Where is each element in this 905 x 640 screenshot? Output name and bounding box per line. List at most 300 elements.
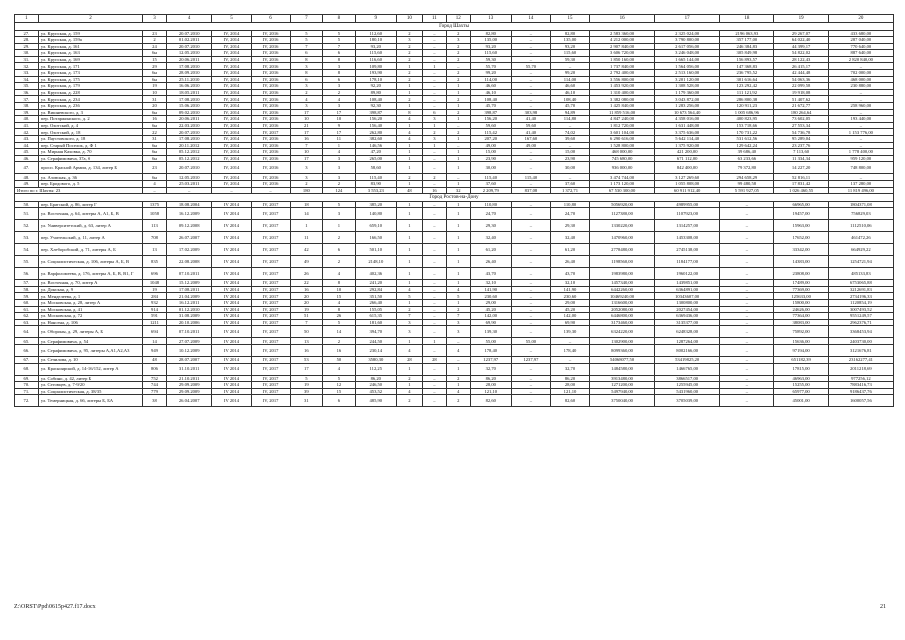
table-cell: 8099360,00	[590, 345, 655, 357]
table-cell: 82,60	[550, 395, 589, 407]
table-cell: 16	[290, 345, 323, 357]
table-cell: 835	[143, 256, 167, 268]
address-cell: ул. Сечилова, д. 10	[38, 357, 142, 364]
address-cell: пер. Охотский, д. 4	[38, 122, 142, 129]
table-cell: IV, 2014	[212, 109, 251, 116]
column-number-cell: 10	[396, 15, 422, 23]
table-cell: IV, 2016	[251, 30, 290, 37]
table-cell: 10	[323, 286, 356, 293]
table-cell: –	[511, 244, 550, 256]
table-cell: IV, 2016	[251, 56, 290, 63]
table-cell: 1120854,19	[828, 300, 893, 307]
table-cell: 114,00	[550, 76, 589, 83]
table-cell: 135,00	[550, 37, 589, 44]
table-cell: 402,36	[355, 268, 396, 280]
table-row	[15, 43, 894, 50]
table-cell: IV, 2017	[251, 286, 290, 293]
table-cell: 11 334,34	[774, 155, 828, 162]
table-cell: 1	[396, 232, 422, 244]
table-cell: 31	[290, 395, 323, 407]
total-cell: 1 026 460,55	[774, 187, 828, 194]
table-cell: 20	[290, 293, 323, 300]
table-cell: 66965,00	[774, 201, 828, 208]
table-cell: 146,56	[355, 142, 396, 149]
table-cell: 33342,00	[774, 244, 828, 256]
table-cell: 5	[290, 375, 323, 382]
table-cell: –	[422, 43, 446, 50]
table-cell: IV, 2016	[251, 122, 290, 129]
table-cell: 2	[396, 70, 422, 77]
table-cell: –	[422, 30, 446, 37]
table-cell: 4 358 016,00	[655, 116, 720, 123]
total-cell: 48	[396, 187, 422, 194]
table-cell: –	[828, 174, 893, 181]
table-cell: 5431960,00	[655, 388, 720, 395]
table-row	[15, 280, 894, 287]
table-cell: 696	[143, 268, 167, 280]
table-row	[15, 83, 894, 90]
total-label: Итого по г. Шахты: 23	[15, 187, 143, 194]
table-cell: IV 2014	[212, 326, 251, 338]
table-cell: 1	[396, 103, 422, 110]
table-cell: IV, 2017	[251, 338, 290, 345]
table-cell: 2027454,00	[655, 306, 720, 313]
table-cell: IV 2014	[212, 244, 251, 256]
table-cell: 3 606 720,00	[590, 50, 655, 57]
table-cell: 1	[396, 382, 422, 389]
table-cell: 115,60	[470, 50, 511, 57]
table-cell: 1300800,00	[655, 300, 720, 307]
table-cell: –	[828, 96, 893, 103]
address-cell: ул. Донская, д. 9	[38, 286, 142, 293]
address-cell: пер. Старый Поселок, д. Ф 1	[38, 142, 142, 149]
table-cell: –	[511, 149, 550, 156]
table-cell: 485,90	[355, 395, 396, 407]
table-cell: 31.10.2011	[166, 363, 212, 375]
address-cell: ул. Московская, д. 28, литер А	[38, 300, 142, 307]
table-cell: 42.	[15, 129, 39, 136]
table-cell: 301 616,64	[720, 76, 774, 83]
table-cell: 43,70	[550, 268, 589, 280]
table-cell: IV 2014	[212, 345, 251, 357]
table-cell: 20.07.2010	[166, 30, 212, 37]
table-cell: 3	[323, 83, 356, 90]
table-cell: 28	[422, 357, 446, 364]
total-cell: 124	[323, 187, 356, 194]
table-cell: 38083,00	[774, 319, 828, 326]
table-cell: –	[511, 180, 550, 187]
table-row	[15, 388, 894, 395]
table-cell: 8	[396, 109, 422, 116]
table-cell: 20	[143, 103, 167, 110]
table-cell: IV, 2017	[251, 363, 290, 375]
table-cell: 29 267,07	[774, 30, 828, 37]
table-cell: 461472,26	[828, 232, 893, 244]
table-cell: 41,40	[511, 129, 550, 136]
page-number: 21	[880, 604, 886, 610]
table-cell: –	[550, 142, 589, 149]
table-cell: 114,80	[550, 116, 589, 123]
table-cell: 4	[396, 388, 422, 395]
table-cell: 6н	[143, 122, 167, 129]
table-cell: 26	[290, 268, 323, 280]
table-row	[15, 382, 894, 389]
table-cell: 07.10.2011	[166, 268, 212, 280]
table-cell: –	[422, 300, 446, 307]
table-cell: 19	[290, 382, 323, 389]
table-cell: 115,42	[470, 129, 511, 136]
table-cell: 1	[422, 338, 446, 345]
table-cell: 1 375 920,00	[655, 142, 720, 149]
table-cell: IV 2014	[212, 300, 251, 307]
table-row	[15, 319, 894, 326]
table-cell: –	[720, 256, 774, 268]
table-cell: 2	[323, 89, 356, 96]
table-cell: 156,20	[470, 116, 511, 123]
table-cell: 2	[396, 50, 422, 57]
table-cell: 15.06.2010	[166, 103, 212, 110]
table-cell: 155,05	[355, 306, 396, 313]
table-cell: 294 658,29	[720, 174, 774, 181]
table-cell: 50	[323, 357, 356, 364]
table-cell: 115,40	[511, 174, 550, 181]
housing-register-table	[14, 14, 894, 407]
table-cell: –	[511, 300, 550, 307]
table-cell: 17.08.2010	[166, 96, 212, 103]
table-cell: –	[422, 313, 446, 320]
table-cell: 398,87	[355, 109, 396, 116]
table-cell: 1302900,00	[590, 338, 655, 345]
table-cell: 44.	[15, 142, 39, 149]
table-cell: 3173460,00	[590, 319, 655, 326]
table-cell: 1 005 686,96	[720, 109, 774, 116]
table-row	[15, 313, 894, 320]
table-cell: 468 000,00	[590, 149, 655, 156]
table-cell: 8	[323, 56, 356, 63]
table-cell: 35.	[15, 83, 39, 90]
table-cell: 07.10.2011	[166, 326, 212, 338]
table-cell: –	[828, 142, 893, 149]
table-cell: 6н	[143, 155, 167, 162]
table-cell: 1	[422, 122, 446, 129]
table-cell: IV, 2014	[212, 30, 251, 37]
table-cell: 79 372,80	[720, 162, 774, 174]
table-cell: 4	[323, 363, 356, 375]
address-cell: пер. Бродового, д. 5	[38, 180, 142, 187]
table-cell: –	[511, 268, 550, 280]
table-cell: 1600057,56	[828, 395, 893, 407]
table-cell: 20.06.2011	[166, 56, 212, 63]
table-cell: 82,80	[470, 30, 511, 37]
table-cell: 15	[323, 293, 356, 300]
table-cell: 54 822,02	[774, 50, 828, 57]
table-cell: 3	[323, 208, 356, 220]
table-cell: –	[720, 280, 774, 287]
table-cell: IV 2014	[212, 338, 251, 345]
table-row	[15, 149, 894, 156]
table-cell: 744	[143, 382, 167, 389]
table-cell: 1048	[143, 280, 167, 287]
table-cell: IV, 2016	[251, 149, 290, 156]
table-cell: 2	[446, 76, 470, 83]
table-cell: 6 290 616,00	[590, 136, 655, 143]
table-cell: 5	[396, 293, 422, 300]
table-cell: 4	[143, 180, 167, 187]
table-cell: 28.	[15, 37, 39, 44]
table-cell: –	[422, 56, 446, 63]
table-cell: 1316600,00	[590, 300, 655, 307]
table-cell: IV, 2016	[251, 103, 290, 110]
address-cell: пер. Учительский, д. 11, литер А	[38, 232, 142, 244]
table-cell: 17	[323, 129, 356, 136]
table-cell: 109,80	[355, 63, 396, 70]
table-cell: –	[422, 208, 446, 220]
table-cell: 47,20	[355, 149, 396, 156]
table-cell: –	[720, 395, 774, 407]
table-cell: 41.	[15, 122, 39, 129]
table-cell: 30,00	[470, 162, 511, 174]
table-cell: 4	[396, 116, 422, 123]
table-cell: 2	[396, 395, 422, 407]
table-cell: 178,10	[355, 76, 396, 83]
table-cell: 167,60	[511, 136, 550, 143]
table-cell: 22	[143, 129, 167, 136]
table-cell: 46,60	[550, 83, 589, 90]
table-cell: 385,20	[355, 201, 396, 208]
table-cell: 16.12.2011	[166, 300, 212, 307]
table-row	[15, 180, 894, 187]
table-cell: 178,40	[550, 345, 589, 357]
table-cell: 34.	[15, 76, 39, 83]
address-cell: ул. Восточная, д. 64, литеры А, А1, Б, В	[38, 208, 142, 220]
table-cell: 2	[323, 232, 356, 244]
table-cell: 2	[446, 129, 470, 136]
total-cell: 3 553,23	[355, 187, 396, 194]
table-cell: 125633,00	[774, 293, 828, 300]
table-cell: 156,20	[355, 116, 396, 123]
table-cell: 1	[446, 201, 470, 208]
table-cell: 31	[143, 136, 167, 143]
table-cell: IV, 2017	[251, 268, 290, 280]
table-cell: IV 2014	[212, 293, 251, 300]
table-cell: 14383,00	[774, 256, 828, 268]
table-cell: 5056920,00	[590, 201, 655, 208]
table-cell: 959 120,00	[828, 155, 893, 162]
table-row	[15, 142, 894, 149]
table-cell: 60.	[15, 300, 39, 307]
table-cell: 54 736,78	[774, 129, 828, 136]
table-cell: 1 737 840,00	[590, 63, 655, 70]
total-cell: –	[143, 187, 167, 194]
table-cell: 180 264,64	[774, 109, 828, 116]
table-cell: 05.12.2012	[166, 155, 212, 162]
table-cell: 58.	[15, 286, 39, 293]
table-cell: 2	[446, 43, 470, 50]
table-cell: 3	[446, 319, 470, 326]
table-cell: 10	[290, 149, 323, 156]
table-cell: 29.09.2009	[166, 388, 212, 395]
table-cell: 664929,22	[828, 244, 893, 256]
table-cell: 166,50	[355, 232, 396, 244]
table-cell: –	[511, 30, 550, 37]
total-cell: 16	[422, 187, 446, 194]
table-cell: –	[511, 395, 550, 407]
table-cell: –	[720, 382, 774, 389]
table-cell: 58,60	[355, 162, 396, 174]
table-cell: IV, 2014	[212, 174, 251, 181]
table-cell: 501,10	[355, 244, 396, 256]
table-cell: 1470960,00	[590, 232, 655, 244]
table-cell: IV, 2017	[251, 232, 290, 244]
table-cell: 6	[422, 109, 446, 116]
table-cell: 16	[290, 136, 323, 143]
table-cell: 1	[396, 208, 422, 220]
table-cell: 5	[446, 293, 470, 300]
table-cell: 14	[143, 338, 167, 345]
table-cell: –	[511, 293, 550, 300]
table-cell: 382,60	[355, 136, 396, 143]
table-row	[15, 96, 894, 103]
table-cell: 135,00	[470, 37, 511, 44]
table-cell: 63 233,66	[720, 155, 774, 162]
table-cell: 55,70	[470, 63, 511, 70]
table-cell: –	[422, 375, 446, 382]
table-cell: 6н	[143, 174, 167, 181]
table-cell: –	[422, 256, 446, 268]
table-cell: 53.	[15, 232, 39, 244]
table-cell: 74,02	[550, 129, 589, 136]
table-cell: 1	[446, 89, 470, 96]
table-cell: 4	[323, 268, 356, 280]
table-cell: –	[828, 122, 893, 129]
table-cell: –	[511, 43, 550, 50]
table-cell: 1 153 776,00	[828, 129, 893, 136]
table-cell: 1 778 400,00	[828, 149, 893, 156]
table-cell: 39 686,40	[720, 149, 774, 156]
address-cell: ул. Серафимовича, д. 95, литеры А,А1,А2,А3	[38, 345, 142, 357]
table-cell: –	[422, 149, 446, 156]
table-cell: 23	[143, 30, 167, 37]
table-cell: 3	[323, 103, 356, 110]
table-cell: IV, 2016	[251, 174, 290, 181]
table-row	[15, 256, 894, 268]
table-cell: 45,70	[550, 103, 589, 110]
table-cell: 48.	[15, 174, 39, 181]
table-cell: 3 382 080,00	[590, 96, 655, 103]
table-cell: 29.	[15, 43, 39, 50]
table-cell: 55,00	[511, 338, 550, 345]
table-cell: 3 556 800,00	[590, 76, 655, 83]
table-cell: 7	[290, 43, 323, 50]
table-cell: –	[720, 388, 774, 395]
table-cell: IV, 2017	[251, 244, 290, 256]
address-cell: ул. Нансена, д. 106	[38, 319, 142, 326]
table-cell: 6	[290, 76, 323, 83]
table-cell: 121,10	[470, 388, 511, 395]
table-cell: 112,60	[355, 30, 396, 37]
table-cell: 39,60	[550, 136, 589, 143]
table-cell: 1237,97	[511, 357, 550, 364]
table-cell: –	[720, 286, 774, 293]
table-cell: 2745138,00	[655, 244, 720, 256]
table-cell: 51.	[15, 208, 39, 220]
table-cell: 17.08.2010	[166, 63, 212, 70]
table-cell: 4	[396, 286, 422, 293]
table-cell: 147 368,83	[720, 63, 774, 70]
column-number-cell: 1	[15, 15, 39, 23]
table-cell: –	[511, 382, 550, 389]
table-cell: 17 831,42	[774, 180, 828, 187]
table-cell: 2734196,33	[828, 293, 893, 300]
table-cell: 49,00	[511, 142, 550, 149]
table-cell: 1	[396, 142, 422, 149]
table-cell: 56.	[15, 268, 39, 280]
table-cell: –	[511, 345, 550, 357]
column-number-cell: 11	[422, 15, 446, 23]
table-cell: 2	[396, 174, 422, 181]
table-cell: 20.11.2012	[166, 142, 212, 149]
table-cell: 59,30	[550, 56, 589, 63]
table-cell: –	[422, 89, 446, 96]
table-cell: IV, 2014	[212, 96, 251, 103]
table-cell: 1058	[143, 208, 167, 220]
table-cell: 28 122,43	[774, 56, 828, 63]
table-cell: 41,40	[511, 116, 550, 123]
table-cell: 1	[396, 201, 422, 208]
table-cell: IV, 2014	[212, 180, 251, 187]
table-cell: IV, 2017	[251, 395, 290, 407]
table-cell: –	[550, 63, 589, 70]
table-cell: 745 680,00	[590, 155, 655, 162]
table-cell: 17489,00	[774, 280, 828, 287]
table-cell: 1	[446, 149, 470, 156]
table-cell: 26,40	[470, 256, 511, 268]
table-cell: 15636,00	[774, 338, 828, 345]
table-cell: 887 640,00	[828, 50, 893, 57]
table-cell: IV, 2017	[251, 293, 290, 300]
table-cell: 8	[290, 56, 323, 63]
table-cell: 2	[323, 338, 356, 345]
table-cell: 398,87	[470, 109, 511, 116]
table-cell: IV, 2016	[251, 76, 290, 83]
table-cell: –	[511, 201, 550, 208]
table-cell: 139,30	[470, 326, 511, 338]
table-cell: 61,20	[550, 244, 589, 256]
table-cell: 51	[290, 313, 323, 320]
table-cell: 178,40	[470, 345, 511, 357]
column-number-row	[15, 15, 894, 23]
table-cell: 6	[290, 50, 323, 57]
table-cell: –	[422, 326, 446, 338]
table-cell: 8	[323, 280, 356, 287]
table-cell: 55.	[15, 256, 39, 268]
table-cell: 95 289,04	[774, 136, 828, 143]
table-cell: 1	[396, 280, 422, 287]
table-cell: IV 2014	[212, 395, 251, 407]
table-row	[15, 63, 894, 70]
table-cell: 28	[396, 357, 422, 364]
address-cell: пер. Хлеборобский, д. 71, литеры А, Б	[38, 244, 142, 256]
table-cell: –	[446, 63, 470, 70]
total-cell: 67 530 300,00	[590, 187, 655, 194]
table-cell: 3	[396, 37, 422, 44]
table-cell: 10	[143, 89, 167, 96]
table-cell: 1	[323, 142, 356, 149]
table-cell: 351,50	[355, 293, 396, 300]
table-cell: 2196 063,93	[720, 30, 774, 37]
table-cell: 1	[396, 180, 422, 187]
table-cell: 23	[143, 162, 167, 174]
